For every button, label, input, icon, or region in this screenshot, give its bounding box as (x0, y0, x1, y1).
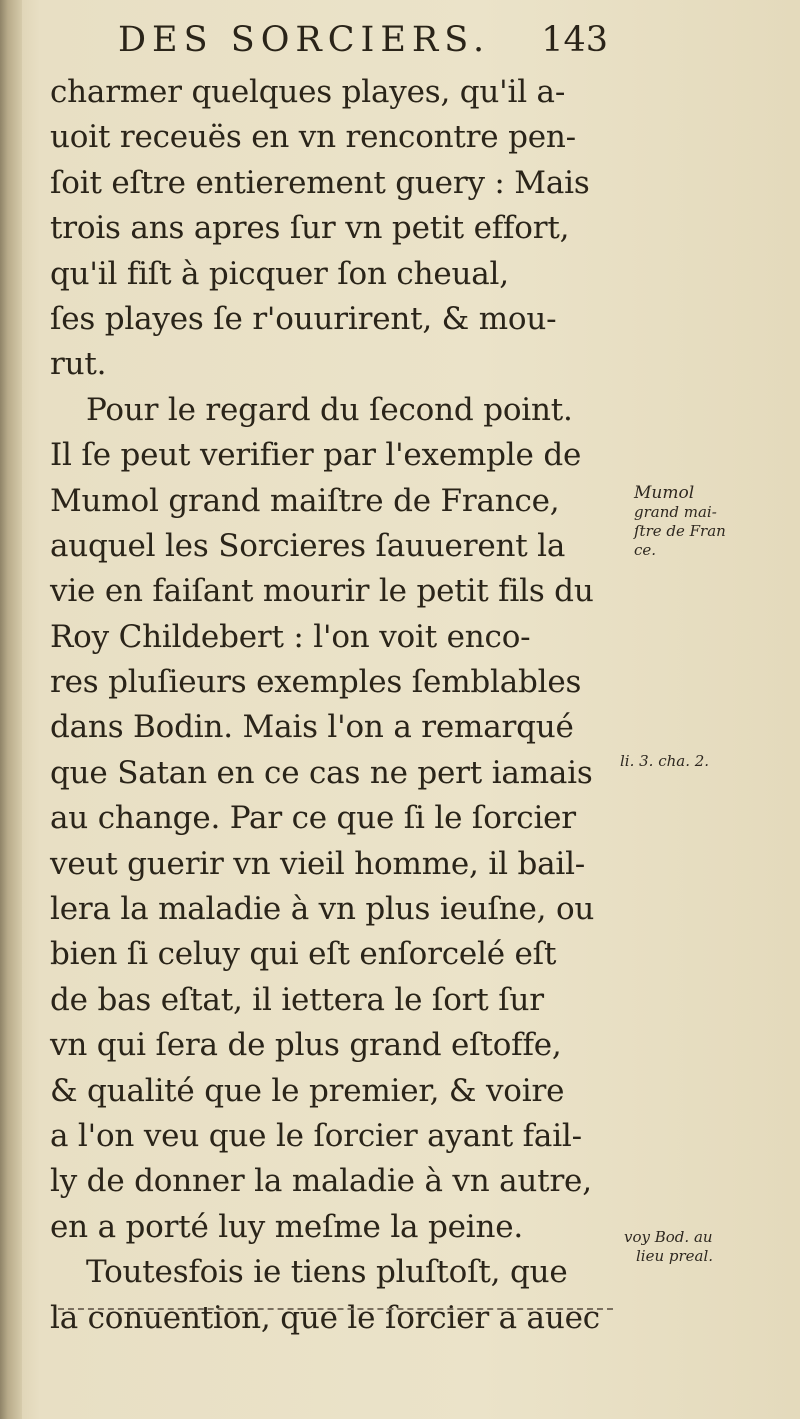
margin-note-voy-bodin (624, 1228, 713, 1266)
text-line: dans Bodin. Mais l'on a remarqué (50, 709, 574, 746)
text-line: & qualité que le premier, & voire (50, 1072, 565, 1109)
text-line: uoit receuës en vn rencontre pen- (50, 119, 576, 156)
paragraph-start-line: Pour le regard du ſecond point. (86, 391, 573, 428)
margin-note-line: li. 3. cha. 2. (620, 752, 710, 770)
text-line: en a porté luy meſme la peine. (50, 1208, 524, 1245)
margin-note-line: ſtre de Fran (634, 522, 726, 540)
page-binding-shadow (0, 0, 22, 1419)
text-line: lera la maladie à vn plus ieuſne, ou (50, 891, 595, 928)
margin-note-line: Mumol (634, 483, 695, 503)
text-line: a l'on veu que le ſorcier ayant fail- (50, 1117, 582, 1154)
bottom-dashed-rule (58, 1308, 613, 1310)
text-line: rut. (50, 346, 107, 383)
text-line: au change. Par ce que ſi le ſorcier (50, 800, 576, 837)
text-line: la conuention, que le ſorcier a auec (50, 1299, 600, 1336)
text-line: vie en faiſant mourir le petit fils du (50, 573, 594, 610)
margin-note-line: ce. (634, 541, 657, 559)
text-line: ſoit eſtre entierement guery : Mais (50, 164, 590, 201)
text-line: ly de donner la maladie à vn autre, (50, 1163, 592, 1200)
text-line: ſes playes ſe r'ouurirent, & mou- (50, 300, 557, 337)
text-line: bien ſi celuy qui eſt enſorcelé eſt (50, 936, 557, 973)
paragraph-start-line: Toutesfois ie tiens pluſtoſt, que (86, 1254, 568, 1291)
body-text (50, 70, 630, 1341)
text-line: qu'il fiſt à picquer ſon cheual, (50, 255, 509, 292)
text-line: auquel les Sorcieres ſauuerent la (50, 527, 566, 564)
text-line: de bas eſtat, il iettera le ſort ſur (50, 981, 544, 1018)
text-line: que Satan en ce cas ne pert iamais (50, 754, 593, 791)
text-line: res pluſieurs exemples ſemblables (50, 664, 582, 701)
margin-note-line: voy Bod. au (624, 1228, 713, 1246)
page-number: 143 (541, 20, 608, 60)
text-line: charmer quelques playes, qu'il a- (50, 74, 566, 110)
margin-note-bodin-reference (620, 752, 709, 771)
text-line: Roy Childebert : l'on voit enco- (50, 618, 531, 655)
page-header (118, 14, 608, 68)
text-line: Il ſe peut verifier par l'exemple de (50, 437, 582, 474)
margin-note-line: grand mai- (634, 503, 717, 521)
text-line: Mumol grand maiſtre de France, (50, 482, 560, 519)
text-line: veut guerir vn vieil homme, il bail- (50, 845, 586, 882)
margin-note-mumol (634, 484, 726, 560)
running-title: DES SORCIERS. (118, 20, 491, 60)
text-line: vn qui ſera de plus grand eſtoffe, (50, 1027, 562, 1064)
margin-note-line: lieu preal. (636, 1247, 714, 1265)
text-line: trois ans apres ſur vn petit effort, (50, 210, 570, 247)
